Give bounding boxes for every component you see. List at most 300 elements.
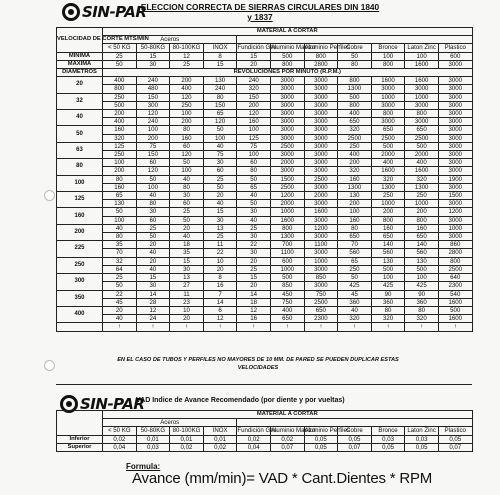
- table-cell: 15: [136, 274, 170, 282]
- table-cell: 150: [237, 93, 271, 101]
- table-cell: 50: [203, 183, 237, 191]
- table-cell: 3000: [438, 85, 472, 93]
- table-cell: 18: [237, 298, 271, 306]
- table-cell: 450: [270, 290, 304, 298]
- formula: Avance (mm/min)= VAD * Cant.Dientes * RPM: [132, 470, 433, 487]
- up-arrow-icon: ↑: [237, 323, 271, 331]
- material-label: INOX: [203, 427, 237, 435]
- table-cell: 3000: [438, 167, 472, 175]
- diameter-label: 125: [57, 192, 103, 208]
- table-row: [57, 274, 473, 282]
- table-cell: 65: [103, 192, 137, 200]
- table-cell: 3000: [304, 159, 338, 167]
- table-cell: 560: [405, 249, 439, 257]
- table-cell: 3000: [438, 93, 472, 101]
- table-cell: 2000: [304, 192, 338, 200]
- table-cell: 125: [103, 142, 137, 150]
- table-cell: 3000: [304, 134, 338, 142]
- table-cell: 80: [338, 224, 372, 232]
- material-label: Aluminio Perfiles: [304, 44, 350, 52]
- vad-table: [56, 410, 473, 452]
- table-cell: 3000: [304, 265, 338, 273]
- blank-cell: [237, 419, 472, 427]
- table-cell: 100: [405, 52, 439, 60]
- table-cell: 1600: [405, 60, 439, 68]
- table-cell: 13: [170, 274, 204, 282]
- table-row: [57, 257, 473, 265]
- table-cell: 75: [136, 142, 170, 150]
- table-cell: 3000: [438, 183, 472, 191]
- table-cell: 200: [237, 101, 271, 109]
- superior-label: Superior: [57, 443, 103, 451]
- table-cell: 200: [371, 208, 405, 216]
- table-cell: 25: [103, 52, 137, 60]
- table-cell: 60: [203, 167, 237, 175]
- table-cell: 25: [203, 175, 237, 183]
- table-cell: 240: [136, 77, 170, 85]
- brand-logo-2: SIN-PAR: [60, 395, 144, 413]
- page-title: ELECCION CORRECTA DE SIERRAS CIRCULARES DIN 1840 y 1837: [140, 2, 380, 22]
- table-cell: 40: [237, 192, 271, 200]
- table-cell: 1000: [371, 200, 405, 208]
- material-label: Aluminio Perfiles: [304, 427, 350, 435]
- table-cell: 50: [103, 60, 137, 68]
- table-cell: 150: [203, 101, 237, 109]
- table-cell: 1600: [304, 208, 338, 216]
- material-header-row: [57, 28, 473, 36]
- table-cell: 600: [270, 257, 304, 265]
- table-cell: 80: [371, 306, 405, 314]
- table-cell: 2500: [338, 134, 372, 142]
- table-cell: 0,03: [405, 435, 439, 443]
- table-cell: 25: [136, 224, 170, 232]
- table-cell: 0,05: [405, 443, 439, 451]
- table-cell: 200: [103, 167, 137, 175]
- table-cell: 1900: [438, 175, 472, 183]
- table-cell: 3000: [438, 216, 472, 224]
- table-cell: 60: [170, 142, 204, 150]
- table-cell: 40: [338, 306, 372, 314]
- table-cell: 0,02: [203, 443, 237, 451]
- table-cell: 800: [103, 85, 137, 93]
- table-cell: 80: [170, 183, 204, 191]
- table-cell: 650: [270, 315, 304, 323]
- table-cell: 3000: [304, 249, 338, 257]
- table-cell: 45: [338, 290, 372, 298]
- vad-title: VAD Indice de Avance Recomendado (por diente y por vueltas): [136, 397, 345, 404]
- material-label: INOX: [203, 44, 237, 52]
- minima-row: [57, 52, 473, 60]
- table-cell: 650: [405, 126, 439, 134]
- table-cell: 100: [170, 110, 204, 118]
- table-cell: 90: [371, 290, 405, 298]
- table-cell: 640: [438, 274, 472, 282]
- table-cell: 40: [136, 249, 170, 257]
- table-cell: 12: [237, 306, 271, 314]
- table-cell: 200: [405, 208, 439, 216]
- material-header: MATERIAL A CORTAR: [103, 28, 473, 36]
- table-cell: 1300: [270, 233, 304, 241]
- table-cell: 22: [203, 249, 237, 257]
- table-cell: 3000: [304, 167, 338, 175]
- table-cell: 250: [103, 93, 137, 101]
- table-cell: 12: [136, 306, 170, 314]
- table-cell: 35: [103, 241, 137, 249]
- table-cell: 65: [203, 110, 237, 118]
- table-cell: 0,01: [170, 435, 204, 443]
- table-cell: 100: [103, 216, 137, 224]
- table-cell: 120: [237, 110, 271, 118]
- up-arrow-icon: ↑: [304, 323, 338, 331]
- table-cell: 14: [136, 290, 170, 298]
- table-cell: 3000: [438, 110, 472, 118]
- table-cell: 100: [203, 134, 237, 142]
- table-cell: 15: [237, 52, 271, 60]
- table-cell: 7: [203, 290, 237, 298]
- table-cell: 80: [170, 126, 204, 134]
- table-cell: 130: [103, 200, 137, 208]
- table-cell: 200: [103, 110, 137, 118]
- table-cell: 500: [438, 306, 472, 314]
- table-cell: 20: [170, 224, 204, 232]
- table-cell: 650: [371, 233, 405, 241]
- table-cell: 800: [270, 224, 304, 232]
- table-cell: 30: [170, 265, 204, 273]
- table-cell: 3000: [304, 77, 338, 85]
- table-cell: 16: [203, 282, 237, 290]
- inferior-label: Inferior: [57, 435, 103, 443]
- table-cell: 40: [237, 216, 271, 224]
- table-cell: 100: [338, 208, 372, 216]
- table-cell: 50: [237, 175, 271, 183]
- table-cell: 3000: [304, 101, 338, 109]
- table-cell: 13: [203, 224, 237, 232]
- table-row: [57, 241, 473, 249]
- table-cell: 16: [237, 315, 271, 323]
- divider: [56, 384, 472, 385]
- table-cell: 10: [170, 306, 204, 314]
- up-arrow-icon: ↑: [170, 323, 204, 331]
- table-cell: 200: [338, 200, 372, 208]
- table-cell: 1000: [405, 200, 439, 208]
- table-row: [57, 282, 473, 290]
- velocity-label: VELOCIDAD DE CORTE MTS/MIN: [57, 28, 103, 53]
- table-cell: 0,05: [338, 435, 372, 443]
- table-cell: 250: [371, 192, 405, 200]
- table-cell: 800: [371, 60, 405, 68]
- table-cell: 480: [136, 85, 170, 93]
- logo-icon: [62, 3, 80, 21]
- table-cell: 800: [438, 257, 472, 265]
- table-cell: 2500: [270, 183, 304, 191]
- table-cell: 0,05: [304, 435, 338, 443]
- table-cell: 0,04: [237, 443, 271, 451]
- table-cell: 6: [203, 306, 237, 314]
- table-cell: 500: [103, 101, 137, 109]
- table-cell: 1000: [405, 93, 439, 101]
- table-cell: 240: [237, 77, 271, 85]
- diameter-label: 300: [57, 274, 103, 290]
- table-row: [57, 265, 473, 273]
- table-row: [57, 126, 473, 134]
- table-cell: 15: [136, 52, 170, 60]
- table-cell: 100: [237, 126, 271, 134]
- table-cell: 130: [371, 257, 405, 265]
- table-cell: 800: [270, 60, 304, 68]
- material-label: 80-100KG: [170, 427, 204, 435]
- table-cell: 3000: [438, 60, 472, 68]
- diameter-label: 350: [57, 290, 103, 306]
- up-arrow-icon: ↑: [405, 323, 439, 331]
- table-cell: 50: [170, 216, 204, 224]
- table-cell: 400: [170, 85, 204, 93]
- table-cell: 3000: [438, 200, 472, 208]
- table-cell: 1000: [304, 257, 338, 265]
- table-cell: 2500: [371, 134, 405, 142]
- table-cell: 2800: [438, 249, 472, 257]
- table-cell: 160: [371, 224, 405, 232]
- table-cell: 8: [203, 52, 237, 60]
- table-cell: 60: [136, 216, 170, 224]
- table-cell: 650: [304, 306, 338, 314]
- up-arrow-icon: ↑: [203, 323, 237, 331]
- table-row: [57, 118, 473, 126]
- up-arrow-icon: ↑: [438, 323, 472, 331]
- up-arrow-icon: ↑: [136, 323, 170, 331]
- table-cell: 50: [136, 175, 170, 183]
- table-row: [57, 249, 473, 257]
- table-cell: 3000: [270, 85, 304, 93]
- table-cell: 80: [136, 200, 170, 208]
- diameter-label: 40: [57, 110, 103, 126]
- table-cell: 20: [170, 315, 204, 323]
- table-cell: 250: [405, 192, 439, 200]
- table-cell: 300: [136, 101, 170, 109]
- table-cell: 80: [237, 167, 271, 175]
- aceros-header: Aceros: [103, 36, 237, 44]
- table-cell: 3000: [438, 101, 472, 109]
- table-cell: 250: [103, 151, 137, 159]
- table-cell: 40: [203, 200, 237, 208]
- table-cell: 1600: [371, 77, 405, 85]
- arrow-row: [57, 323, 473, 331]
- table-cell: 560: [371, 249, 405, 257]
- table-row: [57, 216, 473, 224]
- table-cell: 80: [103, 233, 137, 241]
- table-cell: 560: [338, 249, 372, 257]
- table-cell: 1600: [270, 216, 304, 224]
- table-cell: 0,03: [136, 443, 170, 451]
- table-cell: 60: [136, 159, 170, 167]
- table-cell: 0,07: [338, 443, 372, 451]
- table-row: [57, 101, 473, 109]
- table-cell: 3000: [304, 233, 338, 241]
- table-cell: 1600: [405, 77, 439, 85]
- table-cell: 130: [338, 192, 372, 200]
- table-cell: 860: [438, 241, 472, 249]
- table-cell: 320: [405, 175, 439, 183]
- table-cell: 500: [371, 142, 405, 150]
- table-cell: 50: [338, 274, 372, 282]
- table-cell: 160: [405, 224, 439, 232]
- material-label: 80-100KG: [170, 44, 204, 52]
- table-cell: 50: [203, 126, 237, 134]
- table-cell: 2000: [270, 200, 304, 208]
- table-cell: 30: [237, 249, 271, 257]
- up-arrow-icon: ↑: [338, 323, 372, 331]
- table-cell: 40: [103, 224, 137, 232]
- table-row: [57, 134, 473, 142]
- table-cell: 600: [438, 52, 472, 60]
- table-cell: 20: [237, 257, 271, 265]
- table-cell: 320: [371, 315, 405, 323]
- table-cell: 8: [203, 274, 237, 282]
- table-cell: 28: [136, 298, 170, 306]
- table-cell: 25: [237, 224, 271, 232]
- table-cell: 75: [203, 151, 237, 159]
- table-row: [57, 175, 473, 183]
- table-cell: 60: [170, 200, 204, 208]
- table-cell: 240: [203, 85, 237, 93]
- table-cell: 11: [203, 241, 237, 249]
- table-cell: 3000: [270, 126, 304, 134]
- table-cell: 30: [136, 282, 170, 290]
- table-cell: 2300: [438, 282, 472, 290]
- table-row: [57, 183, 473, 191]
- table-cell: 3000: [270, 110, 304, 118]
- table-cell: 3000: [270, 101, 304, 109]
- table-cell: 650: [371, 126, 405, 134]
- table-cell: 3000: [405, 118, 439, 126]
- table-cell: 125: [237, 134, 271, 142]
- table-row: [57, 167, 473, 175]
- table-cell: 22: [103, 290, 137, 298]
- table-cell: 23: [170, 298, 204, 306]
- table-cell: 0,02: [237, 435, 271, 443]
- table-cell: 850: [304, 274, 338, 282]
- table-row: [57, 200, 473, 208]
- table-cell: 3000: [270, 93, 304, 101]
- table-cell: 3000: [304, 93, 338, 101]
- table-cell: 2500: [438, 265, 472, 273]
- table-cell: 320: [103, 134, 137, 142]
- table-cell: 3000: [438, 134, 472, 142]
- table-cell: 500: [371, 265, 405, 273]
- table-cell: 425: [371, 282, 405, 290]
- table-cell: 3000: [371, 101, 405, 109]
- table-cell: 60: [237, 159, 271, 167]
- table-cell: 500: [270, 52, 304, 60]
- table-row: [57, 85, 473, 93]
- table-cell: 320: [405, 315, 439, 323]
- table-cell: 0,07: [438, 443, 472, 451]
- table-row: [57, 110, 473, 118]
- table-cell: 70: [103, 249, 137, 257]
- inferior-row: [57, 435, 473, 443]
- table-cell: 18: [170, 241, 204, 249]
- table-cell: 320: [338, 167, 372, 175]
- table-cell: 3000: [304, 151, 338, 159]
- table-cell: 25: [237, 265, 271, 273]
- duplicate-speed-note: EN EL CASO DE TUBOS Y PERFILES NO MAYORES DE 10 MM. DE PARED SE PUEDEN DUPLICAR ESTAS VELOCIDADES: [117, 357, 399, 371]
- table-row: [57, 192, 473, 200]
- material-label: 50-80KG: [136, 427, 170, 435]
- table-cell: 14: [237, 290, 271, 298]
- table-cell: 0,01: [203, 435, 237, 443]
- table-cell: 1300: [338, 183, 372, 191]
- table-cell: 20: [136, 257, 170, 265]
- table-cell: 30: [237, 233, 271, 241]
- table-cell: 50: [170, 159, 204, 167]
- table-cell: 400: [338, 110, 372, 118]
- table-cell: 160: [338, 175, 372, 183]
- rpm-header: REVOLUCIONES POR MINUTO (R.P.M.): [103, 69, 473, 77]
- blank-cell: [57, 411, 103, 436]
- table-cell: 20: [203, 192, 237, 200]
- material-label: < 50 KG: [103, 44, 137, 52]
- rpm-table: [56, 27, 473, 332]
- brand-logo: SIN-PAR: [62, 3, 146, 21]
- table-cell: 400: [103, 77, 137, 85]
- table-cell: 3000: [304, 110, 338, 118]
- table-cell: 1000: [270, 265, 304, 273]
- table-cell: 2000: [270, 159, 304, 167]
- table-cell: 75: [237, 142, 271, 150]
- formula-label: Formula:: [126, 462, 161, 471]
- table-cell: 27: [170, 282, 204, 290]
- table-cell: 3000: [304, 126, 338, 134]
- table-cell: 22: [237, 241, 271, 249]
- table-cell: 130: [405, 257, 439, 265]
- table-cell: 0,01: [136, 435, 170, 443]
- material-label: Bronce: [371, 44, 405, 52]
- up-arrow-icon: ↑: [270, 323, 304, 331]
- table-cell: 40: [136, 192, 170, 200]
- table-cell: 100: [405, 274, 439, 282]
- table-cell: 320: [371, 175, 405, 183]
- table-cell: 50: [103, 208, 137, 216]
- diameter-label: 63: [57, 142, 103, 158]
- table-cell: 1100: [304, 241, 338, 249]
- table-cell: 320: [338, 315, 372, 323]
- table-cell: 25: [103, 274, 137, 282]
- table-cell: 500: [405, 265, 439, 273]
- table-cell: 3000: [438, 77, 472, 85]
- table-cell: 800: [304, 52, 338, 60]
- table-cell: 15: [237, 274, 271, 282]
- table-cell: 250: [338, 142, 372, 150]
- table-cell: 1200: [438, 208, 472, 216]
- table-cell: 540: [438, 290, 472, 298]
- table-cell: 800: [405, 216, 439, 224]
- table-cell: 800: [338, 77, 372, 85]
- table-cell: 160: [237, 118, 271, 126]
- material-label: < 50 KG: [103, 427, 137, 435]
- table-cell: 650: [338, 233, 372, 241]
- table-cell: 120: [136, 167, 170, 175]
- table-row: [57, 93, 473, 101]
- material-header-row: [57, 411, 473, 419]
- table-cell: 1000: [438, 224, 472, 232]
- table-cell: 12: [170, 52, 204, 60]
- table-cell: 500: [338, 93, 372, 101]
- table-cell: 0,03: [371, 435, 405, 443]
- table-cell: 2500: [270, 142, 304, 150]
- table-cell: 20: [103, 306, 137, 314]
- table-row: [57, 159, 473, 167]
- rpm-header-row: [57, 69, 473, 77]
- table-cell: 25: [170, 60, 204, 68]
